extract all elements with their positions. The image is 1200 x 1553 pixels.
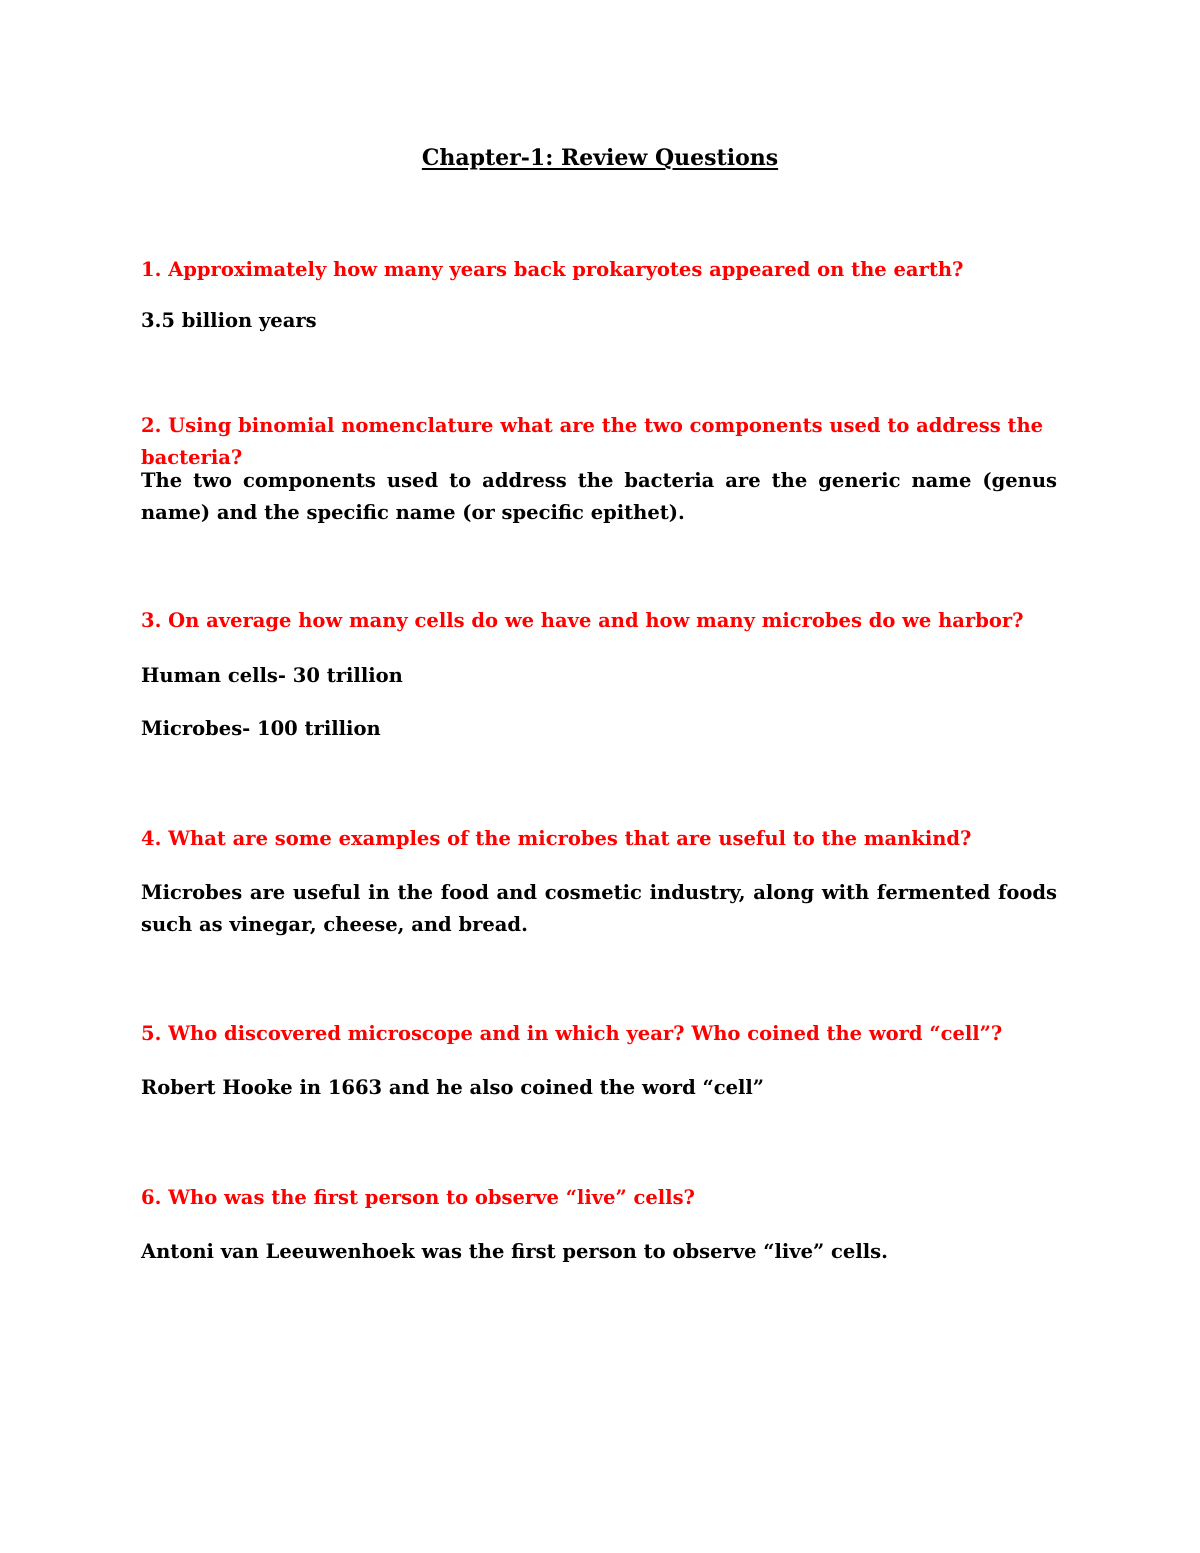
- question-1: 1. Approximately how many years back prokaryotes appeared on the earth?: [141, 258, 964, 281]
- question-4: 4. What are some examples of the microbes that are useful to the mankind?: [141, 827, 972, 850]
- answer-1: 3.5 billion years: [141, 309, 317, 332]
- answer-5: Robert Hooke in 1663 and he also coined the word “cell”: [141, 1076, 765, 1099]
- question-5: 5. Who discovered microscope and in which year? Who coined the word “cell”?: [141, 1022, 1003, 1045]
- question-3: 3. On average how many cells do we have and how many microbes do we harbor?: [141, 609, 1024, 632]
- answer-6: Antoni van Leeuwenhoek was the first person to observe “live” cells.: [141, 1240, 888, 1263]
- answer-4: Microbes are useful in the food and cosmetic industry, along with fermented foods such as vinegar, cheese, and bread.: [141, 881, 1057, 936]
- page-title-text: Chapter-1: Review Questions: [421, 145, 779, 171]
- question-2: 2. Using binomial nomenclature what are the two components used to address the bacteria?: [141, 414, 1044, 469]
- answer-3-microbes: Microbes- 100 trillion: [141, 717, 381, 740]
- question-6: 6. Who was the first person to observe “live” cells?: [141, 1186, 695, 1209]
- answer-2: The two components used to address the bacteria are the generic name (genus name) and the specific name (or specific epithet).: [141, 469, 1057, 524]
- answer-3-human-cells: Human cells- 30 trillion: [141, 664, 403, 687]
- page-title: [0, 142, 1200, 174]
